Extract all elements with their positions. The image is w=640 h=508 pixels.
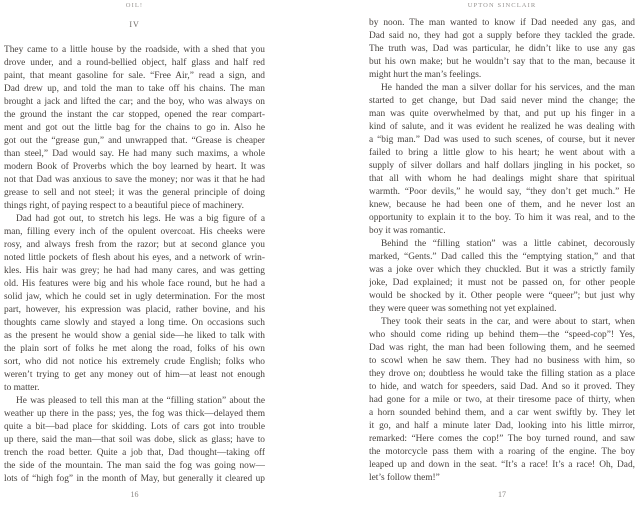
text-line: it go, and half a minute later Dad, looking into his little mirror, <box>369 421 635 431</box>
text-line: to matter. <box>4 383 40 393</box>
paragraph <box>369 316 635 485</box>
text-column-right <box>369 17 635 485</box>
text-line: knew, because he had been one of them, and he never lost an <box>369 200 635 210</box>
text-line: to scowl when he saw them. They had no business with him, so <box>369 356 635 366</box>
text-line: weather up there in the pass; yes, the fog was thick—delayed them <box>4 409 265 419</box>
text-line: rosy, and always fresh from the razor; but at second glance you <box>4 240 265 250</box>
chapter-heading: IV <box>129 20 140 29</box>
paragraph <box>4 395 265 486</box>
text-line: was a joke over which they chuckled. But it was a strictly family <box>369 265 635 275</box>
text-line: a horn sounded behind them, and a car went swiftly by. They let <box>369 408 635 418</box>
text-line: the plain sort of folks he met along the road, folks of his own <box>4 344 265 354</box>
paragraph <box>369 238 635 316</box>
text-line: paint, that meant gasoline for sale. “Free Air,” read a sign, and <box>4 71 265 81</box>
text-line: joke, Dad explained; it must not be passed on, for other people <box>369 278 635 288</box>
text-line: supply of silver dollars and half dollars jingling in his pocket, so <box>369 161 635 171</box>
text-line: sort, who did not notice his extremely crude English; folks who <box>4 357 265 367</box>
text-column-left <box>4 44 265 486</box>
text-line: the motorcycle pass them with a roaring of the engine. The boy <box>369 447 635 457</box>
text-line: started to get change, but Dad said never mind the change; the <box>369 96 635 106</box>
text-line: warmth. “Poor devils,” he would say, “they don’t get much.” He <box>369 187 635 197</box>
text-line: marked, “Gents.” Dad called this the “emptying station,” and that <box>369 252 635 262</box>
paragraph <box>4 44 265 213</box>
text-line: weren’t trying to get any money out of him—at least not enough <box>4 370 265 380</box>
text-line: things right, of paying respect to a beautiful piece of machinery. <box>4 201 244 211</box>
running-head-right: UPTON SINCLAIR <box>467 2 537 9</box>
text-line: quite a bit—bad place for skidding. Lots of cars got into trouble <box>4 422 265 432</box>
text-line: man, filling every inch of the opulent overcoat. His cheeks were <box>4 227 265 237</box>
text-line: ment and got out the little bag for the chains to go in. Also he <box>4 123 265 133</box>
text-line: modern Book of Proverbs which the boy learned by heart. It was <box>4 162 265 172</box>
text-line: than steel,” Dad would say. He had many such maxims, a whole <box>4 149 265 159</box>
text-line: would be shocked by it. Other people were “queer”; but just why <box>369 291 635 301</box>
paragraph <box>4 213 265 395</box>
text-line: Dad said no, they had got a supply before they tackled the grade. <box>369 31 635 41</box>
text-line: Dad drew up, and told the man to take off his chains. The man <box>4 84 265 94</box>
text-line: leaped up and down in the seat. “It’s a race! It’s a race! Oh, Dad, <box>369 460 635 470</box>
text-line: He handed the man a silver dollar for his services, and the man <box>381 83 635 93</box>
paragraph <box>369 17 635 82</box>
text-line: had gone for a mile or two, at their tiresome pace of thirty, when <box>369 395 635 405</box>
text-line: the side of the mountain. The man said the fog was going now— <box>4 461 265 471</box>
text-line: not that Dad was anxious to save the money; nor was it that he had <box>4 175 265 185</box>
text-line: He was pleased to tell this man at the “filling station” about the <box>16 396 265 406</box>
text-line: they drove on; doubtless he would take the filling station as a place <box>369 369 635 379</box>
text-line: grease to sell and not steel; it was the general principle of doing <box>4 188 265 198</box>
text-line: they were queer was something not yet explained. <box>369 304 557 314</box>
text-line: kles. His hair was grey; he had had many cares, and was getting <box>4 266 265 276</box>
text-line: Dad was right, the man had been following them, and he seemed <box>369 343 635 353</box>
text-line: that all with whom he had dealings might share that spiritual <box>369 174 635 184</box>
text-line: solid jaw, which he could set in ugly determination. For the most <box>4 292 265 302</box>
text-line: let’s follow them!” <box>369 473 440 483</box>
text-line: as the present he would show a genial side—he liked to talk with <box>4 331 265 341</box>
text-line: drove under, and a round-bellied object, half glass and half red <box>4 58 265 68</box>
paragraph <box>369 82 635 238</box>
text-line: opportunity to explain it to the boy. To him it was real, and to the <box>369 213 635 223</box>
text-line: but his own make; but he wouldn’t say that to the man, because it <box>369 57 635 67</box>
text-line: part, however, his expression was placid, rather bovine, and his <box>4 305 265 315</box>
text-line: thoughts came slowly and stayed a long time. On occasions such <box>4 318 265 328</box>
text-line: The truth was, Dad was particular, he didn’t like to use any gas <box>369 44 635 54</box>
text-line: up there, said the man—that soil was dobe, slick as glass; have to <box>4 435 265 445</box>
text-line: They came to a little house by the roadside, with a shed that you <box>4 45 265 55</box>
text-line: noted little pockets of flesh about his eyes, and a network of wrin- <box>4 253 265 263</box>
text-line: trench the road better. Quite a job that, Dad thought—taking off <box>4 448 265 458</box>
page-number-right: 17 <box>498 490 506 499</box>
text-line: Behind the “filling station” was a little cabinet, decorously <box>381 239 635 249</box>
text-line: the ground the instant the car stopped, opened the rear compart- <box>4 110 265 120</box>
text-line: by noon. The man wanted to know if Dad needed any gas, and <box>369 18 635 28</box>
running-head-left: OIL! <box>125 2 144 9</box>
text-line: Dad had got out, to stretch his legs. He was a big figure of a <box>16 214 265 224</box>
text-line: got out the “grease gun,” and unwrapped that. “Grease is cheaper <box>4 136 265 146</box>
text-line: who should come riding up behind them—the “speed-cop”! Yes, <box>369 330 635 340</box>
text-line: man was quite overwhelmed by that, and put up his finger in a <box>369 109 635 119</box>
text-line: brought a jack and lifted the car; and the boy, who was always on <box>4 97 265 107</box>
text-line: remarked: “Here comes the cop!” The boy turned round, and saw <box>369 434 635 444</box>
left-page <box>4 0 265 508</box>
text-line: boy it was romantic. <box>369 226 446 236</box>
text-line: They took their seats in the car, and were about to start, when <box>381 317 635 327</box>
text-line: a “big man.” Dad was used to such scenes, of course, but it never <box>369 135 635 145</box>
text-line: kind of salute, and it was evident he realized he was dealing with <box>369 122 635 132</box>
text-line: to hide, and watch for speeders, said Dad. And so it proved. They <box>369 382 635 392</box>
text-line: lots of “high fog” in the month of May, but generally it cleared up <box>4 474 265 484</box>
right-page <box>369 0 635 508</box>
text-line: might hurt the man’s feelings. <box>369 70 482 80</box>
page-number-left: 16 <box>130 490 139 499</box>
text-line: failed to bring a little glow to his heart; he went about with a <box>369 148 635 158</box>
text-line: old. His features were big and his whole face round, but he had a <box>4 279 265 289</box>
